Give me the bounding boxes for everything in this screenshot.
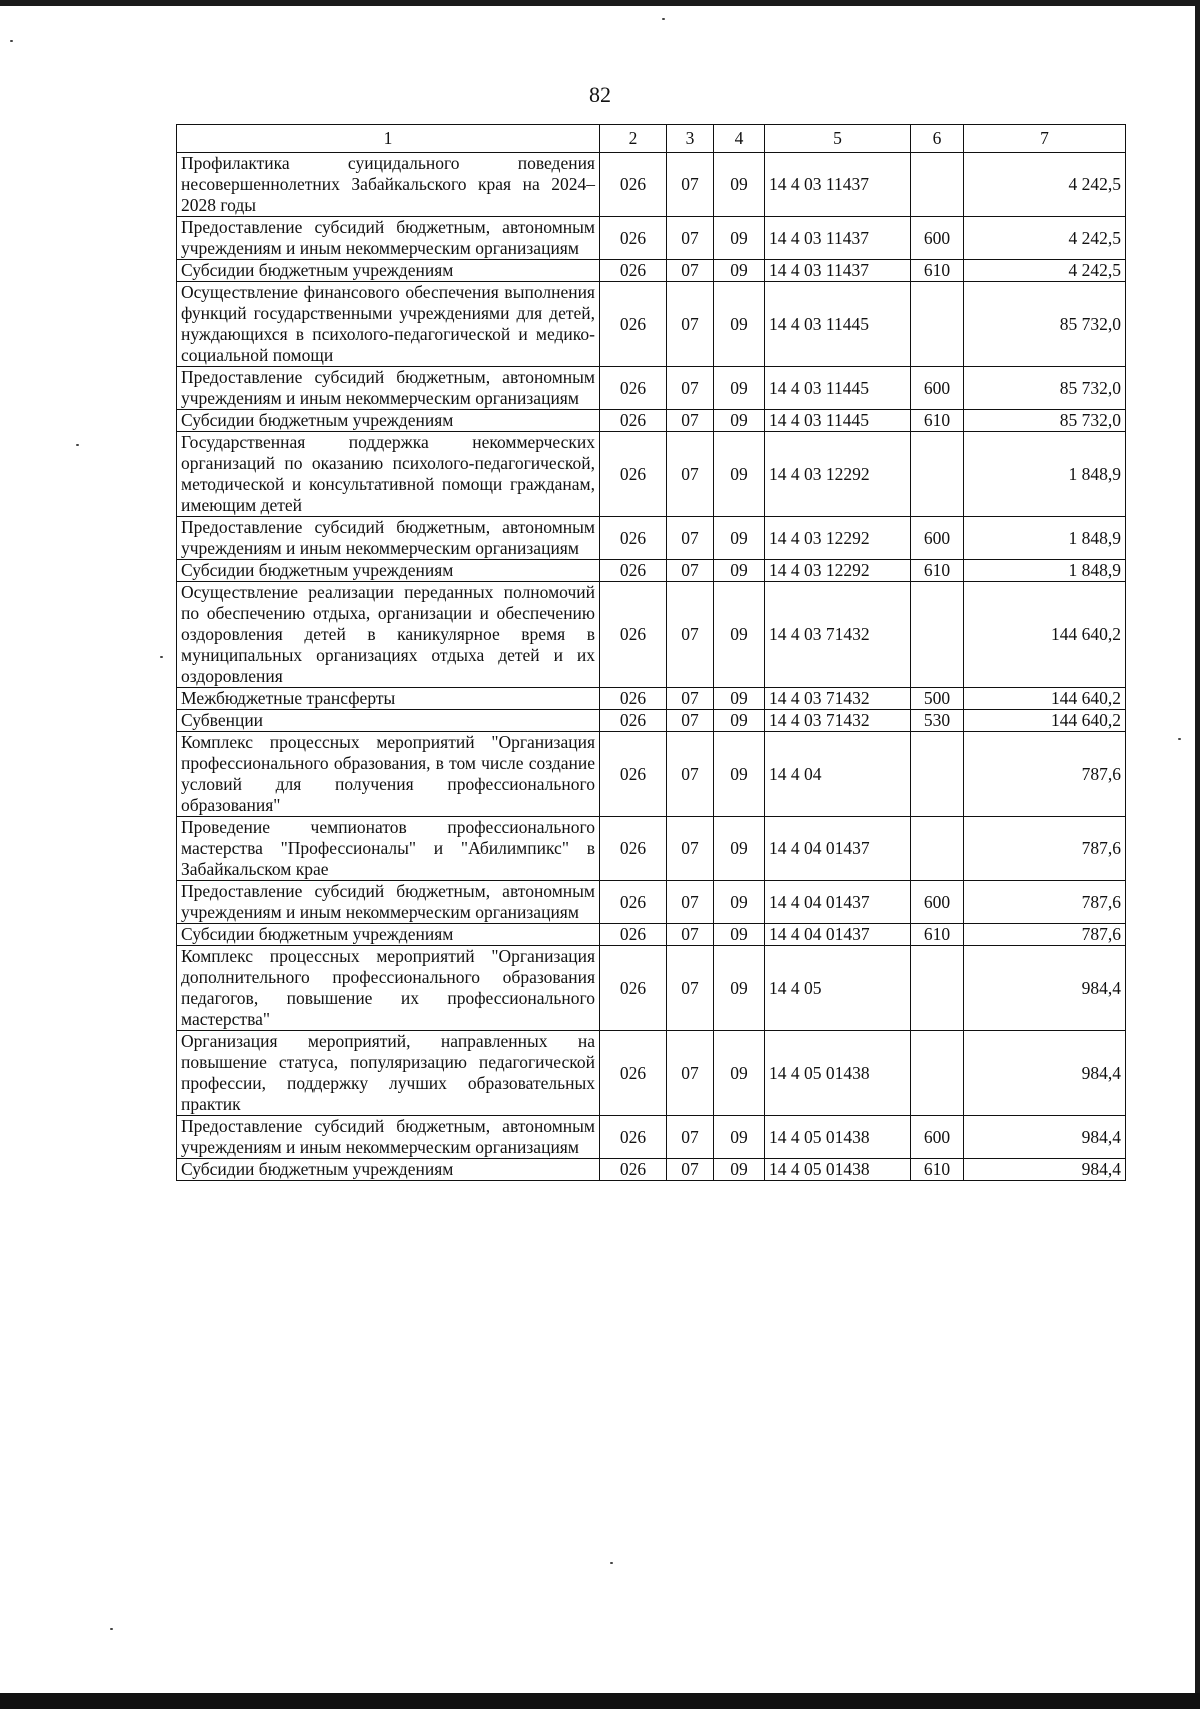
row-col7-cell: 144 640,2 <box>964 582 1126 688</box>
row-col7-cell: 1 848,9 <box>964 517 1126 560</box>
table-row <box>177 688 1126 710</box>
row-col2-cell: 026 <box>600 282 667 367</box>
row-col2-cell: 026 <box>600 517 667 560</box>
row-col5-cell: 14 4 03 12292 <box>765 432 911 517</box>
row-col5-cell: 14 4 05 01438 <box>765 1031 911 1116</box>
row-name-cell: Предоставление субсидий бюджетным, автономным учреждениям и иным некоммерческим организациям <box>177 367 600 410</box>
row-col4-cell: 09 <box>714 153 765 217</box>
scan-top-edge <box>0 0 1200 6</box>
row-col4-cell: 09 <box>714 517 765 560</box>
column-header: 2 <box>600 125 667 153</box>
row-col4-cell: 09 <box>714 282 765 367</box>
table-row <box>177 260 1126 282</box>
row-col6-cell: 600 <box>911 367 964 410</box>
row-col6-cell <box>911 282 964 367</box>
row-col4-cell: 09 <box>714 1116 765 1159</box>
row-col3-cell: 07 <box>667 946 714 1031</box>
row-col4-cell: 09 <box>714 367 765 410</box>
table-row <box>177 1031 1126 1116</box>
column-header: 1 <box>177 125 600 153</box>
row-col3-cell: 07 <box>667 1031 714 1116</box>
row-col6-cell <box>911 432 964 517</box>
table-row <box>177 432 1126 517</box>
row-name-cell: Предоставление субсидий бюджетным, автономным учреждениям и иным некоммерческим организациям <box>177 881 600 924</box>
row-col5-cell: 14 4 04 01437 <box>765 881 911 924</box>
row-col4-cell: 09 <box>714 1031 765 1116</box>
scan-speck <box>662 18 665 20</box>
row-col2-cell: 026 <box>600 582 667 688</box>
row-name-cell: Осуществление реализации переданных полномочий по обеспечению отдыха, организации и обеспечению оздоровления детей в каникулярное время в муниципальных организациях отдыха детей и их оздоровления <box>177 582 600 688</box>
column-header: 3 <box>667 125 714 153</box>
column-header: 4 <box>714 125 765 153</box>
row-col6-cell <box>911 153 964 217</box>
row-col6-cell: 500 <box>911 688 964 710</box>
table-row <box>177 732 1126 817</box>
row-col7-cell: 984,4 <box>964 946 1126 1031</box>
table-row <box>177 946 1126 1031</box>
row-col3-cell: 07 <box>667 560 714 582</box>
row-col2-cell: 026 <box>600 817 667 881</box>
row-col4-cell: 09 <box>714 410 765 432</box>
row-col2-cell: 026 <box>600 260 667 282</box>
row-col3-cell: 07 <box>667 1116 714 1159</box>
row-col2-cell: 026 <box>600 710 667 732</box>
row-col4-cell: 09 <box>714 688 765 710</box>
row-col7-cell: 85 732,0 <box>964 410 1126 432</box>
row-col3-cell: 07 <box>667 1159 714 1181</box>
row-name-cell: Межбюджетные трансферты <box>177 688 600 710</box>
table-row <box>177 560 1126 582</box>
row-col4-cell: 09 <box>714 946 765 1031</box>
row-col2-cell: 026 <box>600 153 667 217</box>
row-col3-cell: 07 <box>667 688 714 710</box>
row-col4-cell: 09 <box>714 217 765 260</box>
table-row <box>177 881 1126 924</box>
scan-speck <box>110 1628 113 1630</box>
page-number: 82 <box>589 82 611 107</box>
row-col7-cell: 787,6 <box>964 817 1126 881</box>
column-header: 7 <box>964 125 1126 153</box>
row-col6-cell: 600 <box>911 1116 964 1159</box>
budget-table <box>176 124 1126 1181</box>
scan-speck <box>610 1562 613 1564</box>
row-col6-cell <box>911 817 964 881</box>
row-col7-cell: 4 242,5 <box>964 260 1126 282</box>
row-col7-cell: 984,4 <box>964 1159 1126 1181</box>
scan-right-edge <box>1195 0 1200 1709</box>
row-col5-cell: 14 4 04 01437 <box>765 924 911 946</box>
row-col5-cell: 14 4 03 11437 <box>765 260 911 282</box>
row-name-cell: Предоставление субсидий бюджетным, автономным учреждениям и иным некоммерческим организациям <box>177 217 600 260</box>
row-col7-cell: 984,4 <box>964 1116 1126 1159</box>
row-col2-cell: 026 <box>600 732 667 817</box>
scan-speck <box>10 40 13 42</box>
row-col2-cell: 026 <box>600 432 667 517</box>
column-header: 5 <box>765 125 911 153</box>
row-col7-cell: 984,4 <box>964 1031 1126 1116</box>
row-col7-cell: 144 640,2 <box>964 688 1126 710</box>
row-col4-cell: 09 <box>714 1159 765 1181</box>
row-col3-cell: 07 <box>667 367 714 410</box>
row-col2-cell: 026 <box>600 560 667 582</box>
row-col2-cell: 026 <box>600 1031 667 1116</box>
table-row <box>177 367 1126 410</box>
row-name-cell: Субсидии бюджетным учреждениям <box>177 560 600 582</box>
row-col2-cell: 026 <box>600 367 667 410</box>
row-col5-cell: 14 4 05 <box>765 946 911 1031</box>
row-name-cell: Субсидии бюджетным учреждениям <box>177 410 600 432</box>
row-col5-cell: 14 4 03 71432 <box>765 582 911 688</box>
row-name-cell: Государственная поддержка некоммерческих организаций по оказанию психолого-педагогической, методической и консультативной помощи гражданам, имеющим детей <box>177 432 600 517</box>
row-name-cell: Субсидии бюджетным учреждениям <box>177 260 600 282</box>
row-col5-cell: 14 4 03 11445 <box>765 410 911 432</box>
table-row <box>177 817 1126 881</box>
row-col6-cell: 610 <box>911 410 964 432</box>
row-col3-cell: 07 <box>667 732 714 817</box>
row-col6-cell: 610 <box>911 560 964 582</box>
row-col3-cell: 07 <box>667 282 714 367</box>
row-col7-cell: 85 732,0 <box>964 367 1126 410</box>
row-col6-cell: 530 <box>911 710 964 732</box>
table-row <box>177 517 1126 560</box>
row-col7-cell: 1 848,9 <box>964 432 1126 517</box>
table-row <box>177 410 1126 432</box>
row-col5-cell: 14 4 03 11437 <box>765 217 911 260</box>
row-col3-cell: 07 <box>667 410 714 432</box>
row-col5-cell: 14 4 04 01437 <box>765 817 911 881</box>
row-name-cell: Комплекс процессных мероприятий "Организация дополнительного профессионального образования педагогов, повышение их профессионального мастерства" <box>177 946 600 1031</box>
row-col4-cell: 09 <box>714 710 765 732</box>
row-col5-cell: 14 4 03 71432 <box>765 710 911 732</box>
scan-speck <box>76 444 79 446</box>
table-row <box>177 582 1126 688</box>
row-col4-cell: 09 <box>714 582 765 688</box>
row-col4-cell: 09 <box>714 817 765 881</box>
row-col7-cell: 4 242,5 <box>964 153 1126 217</box>
row-col7-cell: 1 848,9 <box>964 560 1126 582</box>
row-col7-cell: 787,6 <box>964 732 1126 817</box>
row-name-cell: Организация мероприятий, направленных на повышение статуса, популяризацию педагогической профессии, поддержку лучших образовательных практик <box>177 1031 600 1116</box>
row-name-cell: Субвенции <box>177 710 600 732</box>
row-col5-cell: 14 4 05 01438 <box>765 1116 911 1159</box>
row-col2-cell: 026 <box>600 946 667 1031</box>
row-name-cell: Осуществление финансового обеспечения выполнения функций государственными учреждениями для детей, нуждающихся в психолого-педагогической и медико-социальной помощи <box>177 282 600 367</box>
row-col3-cell: 07 <box>667 517 714 560</box>
row-name-cell: Субсидии бюджетным учреждениям <box>177 924 600 946</box>
table-row <box>177 153 1126 217</box>
row-col6-cell <box>911 946 964 1031</box>
row-name-cell: Профилактика суицидального поведения несовершеннолетних Забайкальского края на 2024–2028 годы <box>177 153 600 217</box>
row-col3-cell: 07 <box>667 817 714 881</box>
table-row <box>177 1116 1126 1159</box>
scan-speck <box>1178 738 1181 740</box>
scan-bottom-edge <box>0 1693 1200 1709</box>
row-col5-cell: 14 4 04 <box>765 732 911 817</box>
row-col2-cell: 026 <box>600 1116 667 1159</box>
row-col4-cell: 09 <box>714 881 765 924</box>
row-col6-cell <box>911 732 964 817</box>
table-row <box>177 217 1126 260</box>
row-col3-cell: 07 <box>667 710 714 732</box>
row-col4-cell: 09 <box>714 560 765 582</box>
row-col2-cell: 026 <box>600 1159 667 1181</box>
row-col2-cell: 026 <box>600 410 667 432</box>
row-col3-cell: 07 <box>667 217 714 260</box>
row-col5-cell: 14 4 03 11437 <box>765 153 911 217</box>
table-row <box>177 710 1126 732</box>
row-col6-cell: 600 <box>911 881 964 924</box>
row-col2-cell: 026 <box>600 924 667 946</box>
row-col5-cell: 14 4 05 01438 <box>765 1159 911 1181</box>
row-col5-cell: 14 4 03 11445 <box>765 367 911 410</box>
row-col6-cell: 600 <box>911 217 964 260</box>
row-col5-cell: 14 4 03 11445 <box>765 282 911 367</box>
row-col4-cell: 09 <box>714 732 765 817</box>
row-col6-cell: 600 <box>911 517 964 560</box>
table-row <box>177 924 1126 946</box>
row-col5-cell: 14 4 03 12292 <box>765 517 911 560</box>
row-col3-cell: 07 <box>667 432 714 517</box>
scan-speck <box>160 656 163 658</box>
row-col7-cell: 787,6 <box>964 924 1126 946</box>
table-row <box>177 282 1126 367</box>
row-col6-cell: 610 <box>911 924 964 946</box>
row-name-cell: Субсидии бюджетным учреждениям <box>177 1159 600 1181</box>
row-col2-cell: 026 <box>600 881 667 924</box>
row-col6-cell: 610 <box>911 260 964 282</box>
row-col3-cell: 07 <box>667 924 714 946</box>
row-col2-cell: 026 <box>600 217 667 260</box>
row-col7-cell: 85 732,0 <box>964 282 1126 367</box>
row-col5-cell: 14 4 03 12292 <box>765 560 911 582</box>
table-body <box>177 153 1126 1181</box>
column-header: 6 <box>911 125 964 153</box>
row-col6-cell <box>911 1031 964 1116</box>
row-name-cell: Предоставление субсидий бюджетным, автономным учреждениям и иным некоммерческим организациям <box>177 517 600 560</box>
row-name-cell: Предоставление субсидий бюджетным, автономным учреждениям и иным некоммерческим организациям <box>177 1116 600 1159</box>
row-col3-cell: 07 <box>667 582 714 688</box>
row-col3-cell: 07 <box>667 260 714 282</box>
table-header <box>177 125 1126 153</box>
table-row <box>177 1159 1126 1181</box>
row-col4-cell: 09 <box>714 260 765 282</box>
row-col6-cell <box>911 582 964 688</box>
row-col3-cell: 07 <box>667 881 714 924</box>
row-col7-cell: 787,6 <box>964 881 1126 924</box>
row-col7-cell: 144 640,2 <box>964 710 1126 732</box>
row-col3-cell: 07 <box>667 153 714 217</box>
row-col6-cell: 610 <box>911 1159 964 1181</box>
row-col7-cell: 4 242,5 <box>964 217 1126 260</box>
row-col2-cell: 026 <box>600 688 667 710</box>
row-name-cell: Проведение чемпионатов профессионального мастерства "Профессионалы" и "Абилимпикс" в Забайкальском крае <box>177 817 600 881</box>
row-col5-cell: 14 4 03 71432 <box>765 688 911 710</box>
row-col4-cell: 09 <box>714 924 765 946</box>
row-name-cell: Комплекс процессных мероприятий "Организация профессионального образования, в том числе создание условий для получения профессионального образования" <box>177 732 600 817</box>
row-col4-cell: 09 <box>714 432 765 517</box>
